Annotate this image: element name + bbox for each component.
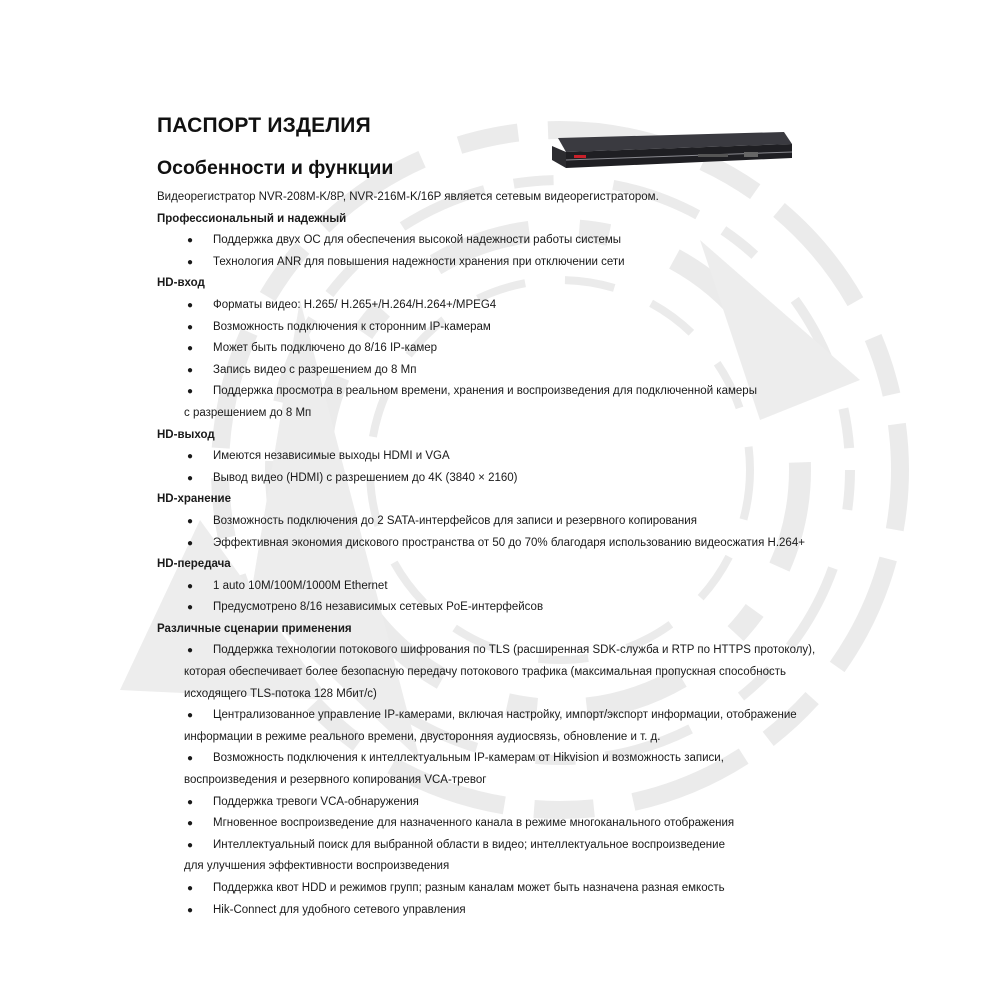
- list-item: [157, 295, 857, 317]
- bullet-icon: ●: [186, 645, 194, 657]
- list-item-text: Может быть подключено до 8/16 IP-камер: [213, 342, 438, 355]
- bullet-icon: ●: [186, 839, 194, 851]
- list-item: [157, 813, 857, 835]
- list-item-text: Поддержка двух ОС для обеспечения высокой надежности работы системы: [213, 234, 622, 247]
- bullet-icon: ●: [186, 904, 194, 916]
- bullet-icon: ●: [186, 386, 194, 398]
- list-item: [157, 640, 857, 705]
- section-title: HD-вход: [157, 277, 205, 290]
- bullet-icon: ●: [186, 515, 194, 527]
- section-title: Различные сценарии применения: [157, 622, 352, 635]
- section-title: HD-хранение: [157, 493, 232, 506]
- list-item: [157, 338, 857, 360]
- bullet-icon: ●: [186, 343, 194, 355]
- bullet-icon: ●: [186, 256, 194, 268]
- bullet-icon: ●: [186, 602, 194, 614]
- bullet-icon: ●: [186, 796, 194, 808]
- list-item-text: Вывод видео (HDMI) с разрешением до 4K (3840 × 2160): [213, 471, 518, 484]
- bullet-icon: ●: [186, 710, 194, 722]
- list-item-text: Возможность подключения к интеллектуальным IP-камерам от Hikvision и возможность записи,: [213, 752, 724, 765]
- list-item-text: Поддержка технологии потокового шифрования по TLS (расширенная SDK-служба и RTP по HTTPS протоколу),: [213, 644, 816, 657]
- list-item: [157, 705, 857, 748]
- section-title: HD-выход: [157, 428, 215, 441]
- page-subtitle: Особенности и функции: [157, 157, 394, 179]
- list-item-text: Поддержка просмотра в реальном времени, хранения и воспроизведения для подключенной камеры: [213, 385, 757, 398]
- bullet-icon: ●: [186, 883, 194, 894]
- list-item-continuation: которая обеспечивает более безопасную передачу потокового трафика (максимальная пропускная способность: [184, 666, 787, 679]
- list-item-continuation: воспроизведения и резервного копирования VCA-тревог: [184, 774, 487, 787]
- list-item-text: Мгновенное воспроизведение для назначенного канала в режиме многоканального отображения: [213, 817, 735, 830]
- list-item-text: Возможность подключения к сторонним IP-камерам: [213, 320, 491, 333]
- section-title: Профессиональный и надежный: [157, 212, 347, 225]
- list-item-text: Имеются независимые выходы HDMI и VGA: [213, 450, 450, 463]
- bullet-icon: ●: [186, 364, 194, 376]
- bullet-icon: ●: [186, 235, 194, 247]
- list-item: [157, 835, 857, 878]
- bullet-icon: ●: [186, 580, 194, 592]
- list-item-text: Эффективная экономия дискового пространства от 50 до 70% благодаря использованию видеосжатия H.264+: [213, 536, 805, 549]
- list-item: [157, 230, 857, 252]
- list-item: [157, 252, 857, 274]
- list-item-text: Технология ANR для повышения надежности хранения при отключении сети: [213, 255, 625, 268]
- section-title: HD-передача: [157, 558, 231, 571]
- list-item-continuation: с разрешением до 8 Мп: [184, 406, 312, 419]
- bullet-icon: ●: [186, 472, 194, 484]
- list-item: [157, 446, 857, 468]
- intro-text: Видеорегистратор NVR-208M-K/8P, NVR-216M-K/16P является сетевым видеорегистратором.: [157, 191, 659, 203]
- list-item-text: Форматы видео: H.265/ H.265+/H.264/H.264+/MPEG4: [213, 298, 497, 311]
- document-body: [157, 187, 857, 921]
- list-item: [157, 748, 857, 791]
- list-item-text: Запись видео с разрешением до 8 Мп: [213, 363, 417, 376]
- page-title: ПАСПОРТ ИЗДЕЛИЯ: [157, 114, 371, 137]
- list-item: [157, 533, 857, 555]
- list-item-continuation: исходящего TLS-потока 128 Мбит/с): [184, 687, 377, 700]
- list-item: [157, 878, 857, 900]
- bullet-icon: ●: [186, 321, 194, 333]
- list-item: [157, 597, 857, 619]
- bullet-icon: ●: [186, 451, 194, 463]
- list-item: [157, 792, 857, 814]
- bullet-icon: ●: [186, 818, 194, 830]
- list-item-text: Поддержка тревоги VCA-обнаружения: [213, 795, 419, 808]
- list-item-text: Интеллектуальный поиск для выбранной области в видео; интеллектуальное воспроизведение: [213, 838, 725, 851]
- list-item: [157, 381, 857, 424]
- list-item: [157, 360, 857, 382]
- list-item: [157, 900, 857, 922]
- list-item: [157, 511, 857, 533]
- list-item-text: Поддержка квот HDD и режимов групп; разным каналам может быть назначена разная емкость: [213, 882, 725, 894]
- bullet-icon: ●: [186, 299, 194, 311]
- list-item-continuation: для улучшения эффективности воспроизведения: [184, 860, 450, 873]
- bullet-icon: ●: [186, 537, 194, 549]
- list-item-text: 1 auto 10M/100M/1000M Ethernet: [213, 579, 388, 592]
- list-item-text: Возможность подключения до 2 SATA-интерфейсов для записи и резервного копирования: [213, 514, 697, 527]
- list-item: [157, 317, 857, 339]
- list-item: [157, 576, 857, 598]
- bullet-icon: ●: [186, 753, 194, 765]
- list-item-text: Hik-Connect для удобного сетевого управления: [213, 903, 466, 916]
- list-item-continuation: информации в режиме реального времени, двусторонняя аудиосвязь, обновление и т. д.: [184, 730, 661, 743]
- list-item-text: Предусмотрено 8/16 независимых сетевых PoE-интерфейсов: [213, 601, 544, 614]
- list-item: [157, 468, 857, 490]
- list-item-text: Централизованное управление IP-камерами, включая настройку, импорт/экспорт информации, отображение: [213, 709, 797, 722]
